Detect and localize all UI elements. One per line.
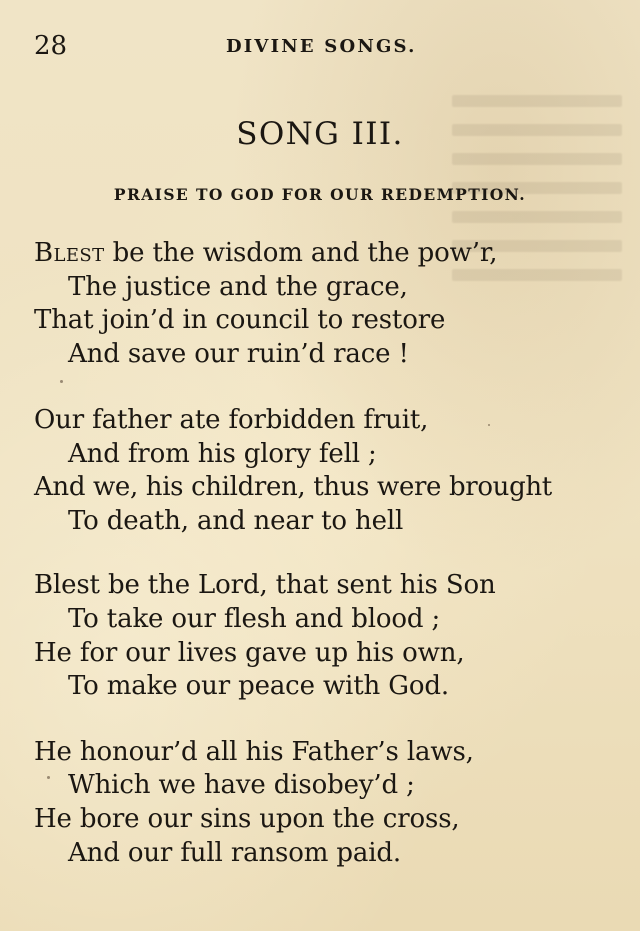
verse-1-line-2: The justice and the grace, xyxy=(68,272,408,302)
verse-3-line-4: To make our peace with God. xyxy=(68,671,449,701)
verse-1-line-3: That join’d in council to restore xyxy=(34,305,446,335)
verse-3-line-1: Blest be the Lord, that sent his Son xyxy=(34,570,496,600)
opening-word: Blest xyxy=(34,238,105,268)
paper-speck xyxy=(488,424,490,426)
song-title: SONG III. xyxy=(236,116,404,152)
verse-2-line-1: Our father ate forbidden fruit, xyxy=(34,405,429,435)
verse-3-line-2: To take our flesh and blood ; xyxy=(68,604,441,634)
page-number: 28 xyxy=(34,31,68,61)
verse-1-line-1 xyxy=(34,236,497,270)
verse-2-line-4: To death, and near to hell xyxy=(68,506,404,536)
verse-4-line-4: And our full ransom paid. xyxy=(68,838,401,868)
verse-4-line-3: He bore our sins upon the cross, xyxy=(34,804,460,834)
verse-4-line-1: He honour’d all his Father’s laws, xyxy=(34,737,474,767)
verse-4-line-2: Which we have disobey’d ; xyxy=(68,770,415,800)
paper-speck xyxy=(60,380,63,383)
song-subtitle: PRAISE TO GOD FOR OUR REDEMPTION. xyxy=(113,185,527,204)
verse-1-line-1-text: be the wisdom and the pow’r, xyxy=(104,238,498,268)
verse-2-line-3: And we, his children, thus were brought xyxy=(34,472,552,502)
verse-1-line-4: And save our ruin’d race ! xyxy=(68,339,409,369)
verse-2-line-2: And from his glory fell ; xyxy=(68,439,377,469)
book-title: DIVINE SONGS. xyxy=(226,36,417,57)
verse-3-line-3: He for our lives gave up his own, xyxy=(34,638,465,668)
running-head xyxy=(0,28,640,62)
paper-speck xyxy=(47,776,50,779)
